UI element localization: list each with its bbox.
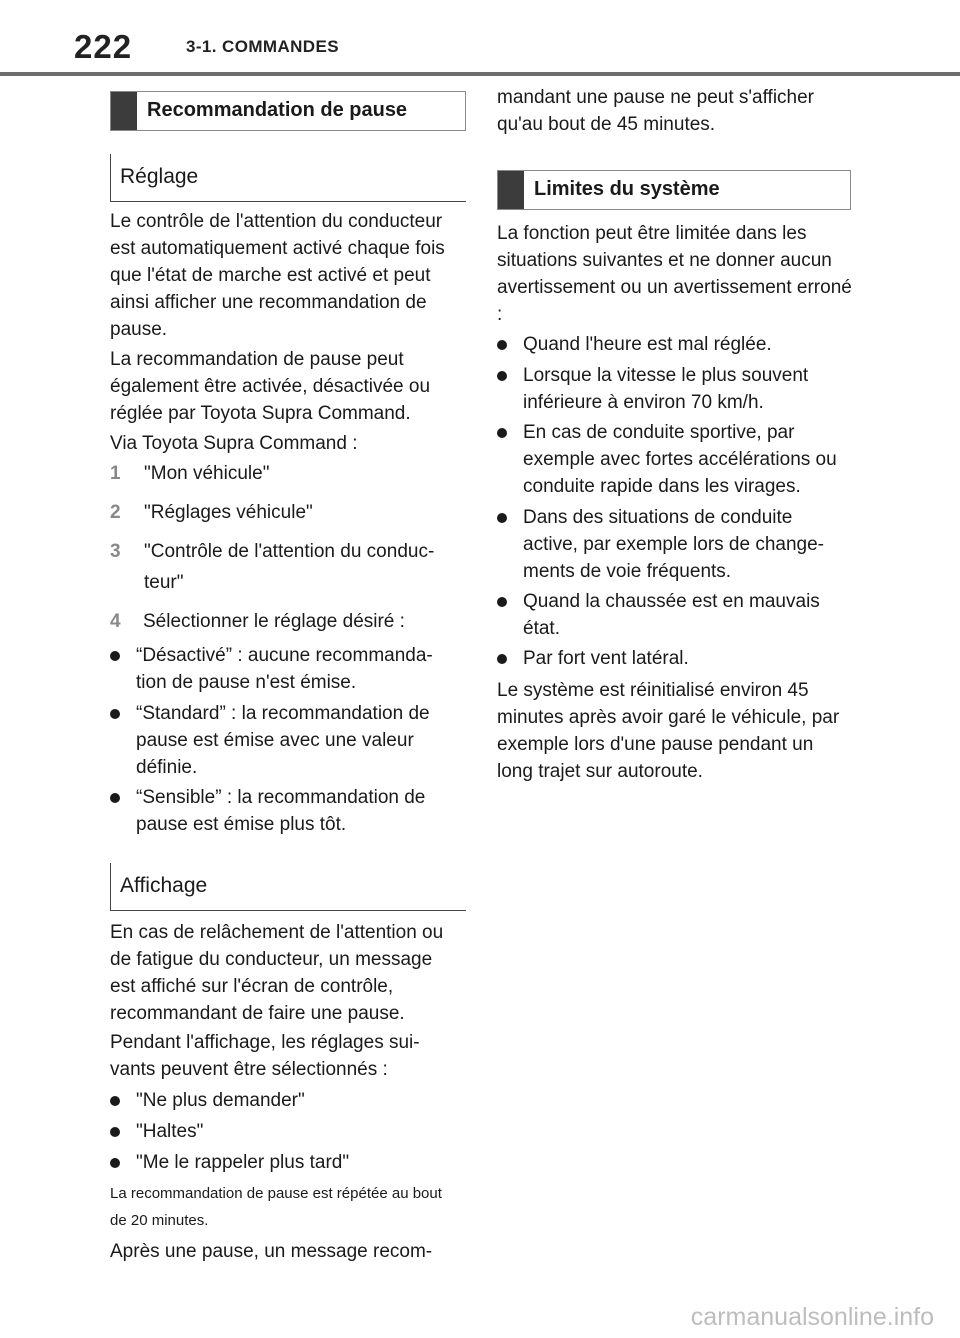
- list-item-text: "Ne plus demander": [136, 1090, 305, 1111]
- bullet-icon: [110, 793, 120, 803]
- paragraph: Le système est réinitialisé environ 45 minutes après avoir garé le véhicule, par exemple lors d'une pause pendant un long trajet sur autoroute.: [497, 680, 840, 782]
- paragraph: La recommandation de pause peut également être activée, désactivée ou réglée par Toyota Supra Command.: [110, 349, 431, 424]
- step-number: 2: [110, 502, 121, 523]
- bullet-icon: [110, 1127, 120, 1137]
- list-item-text: Dans des situations de conduite active, par exemple lors de change-ments de voie fréquents.: [523, 507, 824, 582]
- list-item-text: Par fort vent latéral.: [523, 648, 689, 669]
- paragraph: Le contrôle de l'attention du conducteur est automatiquement activé chaque fois que l'état de marche est activé et peut ainsi afficher une recommandation de pause.: [110, 211, 445, 340]
- list-item-text: Quand l'heure est mal réglée.: [523, 334, 772, 355]
- paragraph: Pendant l'affichage, les réglages sui-vants peuvent être sélectionnés :: [110, 1032, 420, 1080]
- step-text: "Réglages véhicule": [144, 502, 313, 523]
- section-heading-bar: [111, 92, 137, 130]
- bullet-icon: [110, 1096, 120, 1106]
- bullet-icon: [497, 597, 507, 607]
- page-header: [0, 0, 960, 78]
- bullet-icon: [497, 371, 507, 381]
- header-rule: [0, 72, 960, 76]
- section-heading-bar: [498, 171, 524, 209]
- step-text: "Contrôle de l'attention du conduc-teur": [144, 541, 435, 593]
- bullet-icon: [497, 340, 507, 350]
- bullet-icon: [497, 654, 507, 664]
- subheading-title: Réglage: [120, 165, 199, 188]
- section-heading-title: Limites du système: [534, 178, 720, 200]
- step-text: Sélectionner le réglage désiré :: [143, 611, 405, 632]
- section-heading-pause: [110, 91, 466, 131]
- bullet-icon: [497, 513, 507, 523]
- list-item-text: “Standard” : la recommandation de pause est émise avec une valeur définie.: [136, 703, 430, 778]
- list-item-text: “Sensible” : la recommandation de pause est émise plus tôt.: [136, 787, 426, 835]
- subheading-reglage: [110, 154, 466, 202]
- bullet-icon: [110, 1158, 120, 1168]
- section-heading-title: Recommandation de pause: [147, 99, 408, 121]
- list-item-text: "Haltes": [136, 1121, 204, 1142]
- paragraph: La fonction peut être limitée dans les situations suivantes et ne donner aucun avertissement ou un avertissement erroné :: [497, 223, 852, 325]
- step-number: 4: [110, 611, 121, 632]
- paragraph: Via Toyota Supra Command :: [110, 433, 358, 454]
- section-heading-limites: [497, 170, 851, 210]
- paragraph: En cas de relâchement de l'attention ou de fatigue du conducteur, un message est affiché sur l'écran de contrôle, recommandant de faire une pause.: [110, 922, 444, 1024]
- bullet-icon: [110, 709, 120, 719]
- list-item-text: Quand la chaussée est en mauvais état.: [523, 591, 820, 639]
- step-number: 3: [110, 541, 121, 562]
- subheading-title: Affichage: [120, 874, 208, 897]
- list-item-text: "Me le rappeler plus tard": [136, 1152, 350, 1173]
- bullet-icon: [497, 428, 507, 438]
- note-text: La recommandation de pause est répétée au bout de 20 minutes.: [110, 1185, 442, 1229]
- paragraph: Après une pause, un message recom-: [110, 1241, 433, 1262]
- list-item-text: En cas de conduite sportive, par exemple avec fortes accélérations ou conduite rapide dans les virages.: [523, 422, 837, 497]
- list-item-text: Lorsque la vitesse le plus souvent inférieure à environ 70 km/h.: [523, 365, 809, 413]
- watermark: carmanualsonline.info: [690, 1303, 934, 1331]
- list-item-text: “Désactivé” : aucune recommanda-tion de pause n'est émise.: [136, 645, 433, 693]
- page-number: 222: [74, 28, 133, 65]
- paragraph: mandant une pause ne peut s'afficher qu'au bout de 45 minutes.: [497, 87, 815, 135]
- bullet-icon: [110, 651, 120, 661]
- chapter-title: 3-1. COMMANDES: [186, 37, 339, 56]
- step-text: "Mon véhicule": [144, 463, 270, 484]
- subheading-affichage: [110, 863, 466, 911]
- step-number: 1: [110, 463, 121, 484]
